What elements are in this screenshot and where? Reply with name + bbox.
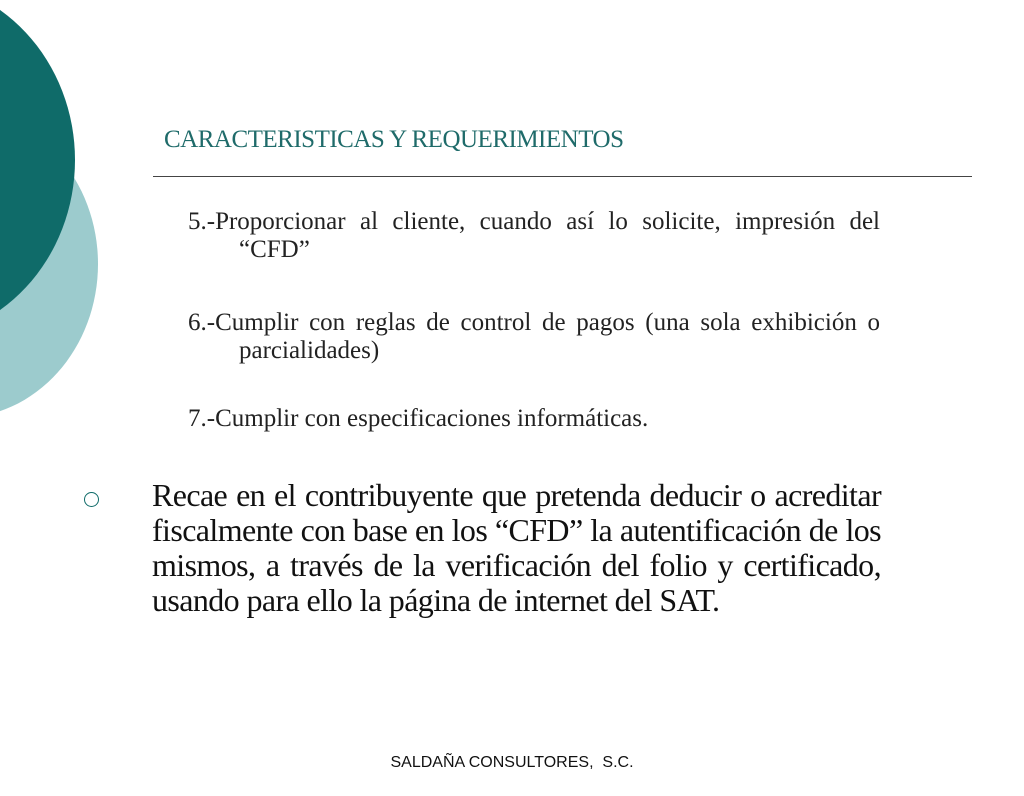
- slide-footer: SALDAÑA CONSULTORES, S.C.: [390, 754, 634, 771]
- list-item: 5.-Proporcionar al cliente, cuando así lo solicite, impresión del “CFD”: [188, 208, 880, 263]
- slide-title: CARACTERISTICAS Y REQUERIMIENTOS: [164, 126, 624, 153]
- list-item: 7.-Cumplir con especificaciones informáticas.: [188, 405, 649, 432]
- list-item: 6.-Cumplir con reglas de control de pagos (una sola exhibición o parcialidades): [188, 309, 880, 364]
- title-divider: [153, 176, 972, 177]
- main-paragraph: Recae en el contribuyente que pretenda deducir o acreditar fiscalmente con base en los “CFD” la autentificación de los mismos, a través de la verificación del folio y certificado, usando para ello la página de internet del SAT.: [152, 477, 881, 618]
- requirements-list: [188, 208, 880, 433]
- hollow-circle-bullet-icon: [84, 492, 99, 507]
